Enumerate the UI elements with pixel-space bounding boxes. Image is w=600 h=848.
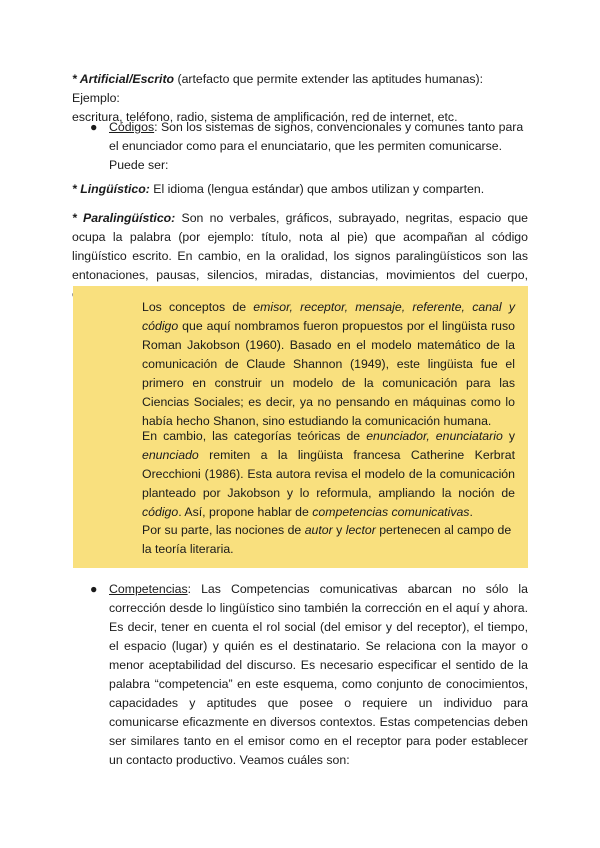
linguistico-text: El idioma (lengua estándar) que ambos utilizan y comparten. — [149, 182, 485, 196]
competencias-term: Competencias — [109, 582, 188, 596]
note-p2-text-e: . — [469, 505, 473, 519]
codigos-bullet-item — [90, 118, 528, 175]
note-p3-text-a: Por su parte, las nociones de — [142, 523, 305, 537]
artificial-line1: (artefacto que permite extender las aptitudes humanas): Ejemplo: — [72, 72, 484, 105]
note-p2-terms-3: código — [142, 505, 179, 519]
linguistico-paragraph — [72, 180, 528, 199]
note-p2-terms-4: competencias comunicativas — [312, 505, 470, 519]
note-p1-text-b: que aquí nombramos fueron propuestos por el lingüista ruso Roman Jakobson (1960). Basado en el modelo matemático de la comunicación de Claude Shannon (1949), este lingüista fue el primero en construir un modelo de la comunicación para las Ciencias Sociales; es decir, ya no pensando en máquinas como lo había hecho Shanon, sino estudiando la comunicación humana. — [142, 319, 515, 428]
note-p2-text-c: remiten a la lingüista francesa Catherine Kerbrat Orecchioni (1986). Esta autora revisa el modelo de la comunicación planteado por Jakobson y lo reformula, ampliando la noción de — [142, 448, 515, 500]
bullet-icon: ● — [90, 120, 98, 134]
note-p2-text-a: En cambio, las categorías teóricas de — [142, 429, 367, 443]
paralinguistico-term: * Paralingüístico: — [72, 211, 176, 225]
artificial-line2: escritura, teléfono, radio, sistema de amplificación, red de internet, etc. — [72, 110, 458, 124]
note-paragraph-3 — [142, 521, 515, 559]
note-p2-text-d: . Así, propone hablar de — [178, 505, 313, 519]
codigos-text-block — [109, 118, 528, 175]
note-p2-text-b: y — [502, 429, 515, 443]
note-p3-terms-2: lector — [345, 523, 376, 537]
codigos-text: : Son los sistemas de signos, convencionales y comunes tanto para el enunciador como para el enunciatario, que les permiten comunicarse. Puede ser: — [109, 120, 524, 172]
competencias-bullet-item — [90, 580, 528, 770]
competencias-text-block — [109, 580, 528, 770]
note-p3-text-b: y — [332, 523, 346, 537]
note-paragraph-2 — [142, 427, 515, 522]
note-paragraph-1 — [142, 298, 515, 431]
competencias-text: : Las Competencias comunicativas abarcan no sólo la corrección desde lo lingüístico sino también la corrección en el aquí y ahora. Es decir, tener en cuenta el rol social (del emisor y del receptor), el tiempo, el espacio (lugar) y quién es el destinatario. Se relaciona con la mayor o menor aceptabilidad del discurso. Es necesario especificar el sentido de la palabra “competencia” en este esquema, como conjunto de conocimientos, capacidades y aptitudes que posee o requiere un individuo para comunicarse eficazmente en diversos contextos. Estas competencias deben ser similares tanto en el emisor como en el receptor para poder establecer un contacto productivo. Veamos cuáles son: — [109, 582, 528, 767]
note-p2-terms-2: enunciado — [142, 448, 199, 462]
paralinguistico-text: Son no verbales, gráficos, subrayado, negritas, espacio que ocupa la palabra (por ejemplo: título, nota al pie) que acompañan al código lingüístico escrito. En cambio, en la oralidad, los signos paralingüísticos son las entonaciones, pausas, silencios, miradas, distancias, movimientos del cuerpo, — [72, 211, 529, 282]
note-p1-text-a: Los conceptos de — [142, 300, 254, 314]
artificial-term: * Artificial/Escrito — [72, 72, 175, 86]
note-p2-terms-1: enunciador, enunciatario — [366, 429, 503, 443]
note-p3-text-c: pertenecen al campo de la teoría literaria. — [142, 523, 512, 556]
bullet-icon: ● — [90, 582, 98, 596]
note-p3-terms-1: autor — [304, 523, 333, 537]
note-p1-terms: emisor, receptor, mensaje, referente, canal y código — [142, 300, 515, 333]
codigos-term: Códigos — [109, 120, 155, 134]
linguistico-term: * Lingüístico: — [72, 182, 150, 196]
